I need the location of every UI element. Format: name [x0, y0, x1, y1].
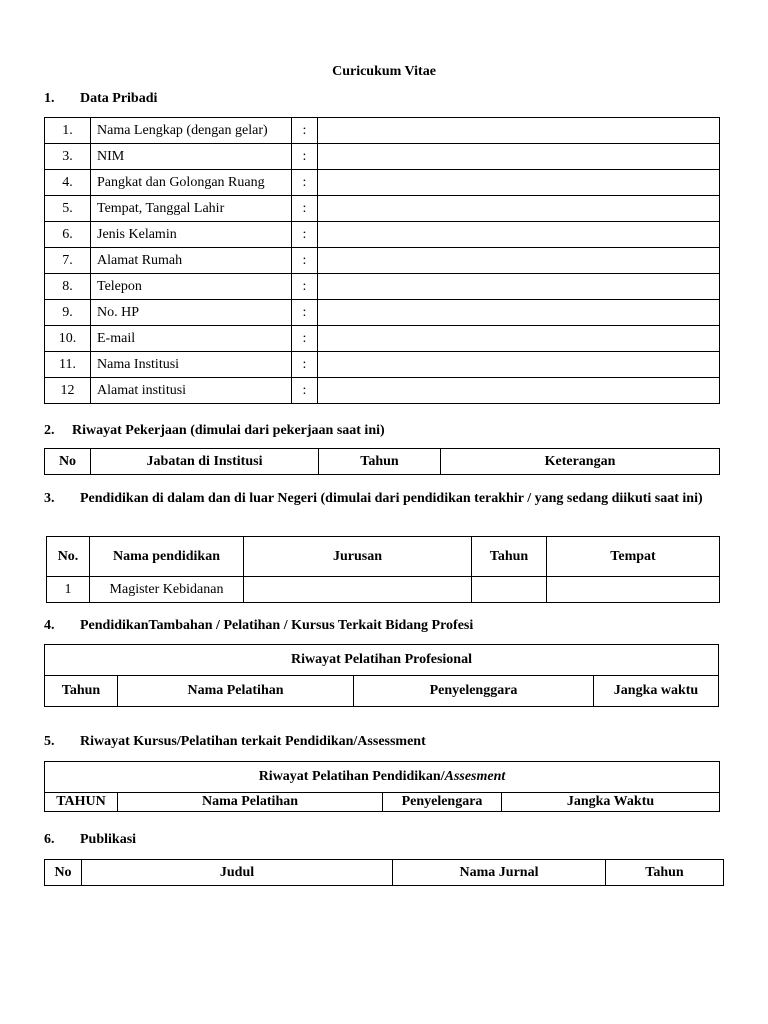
cell-value [318, 378, 720, 404]
section-title: Pendidikan di dalam dan di luar Negeri (dimulai dari pendidikan terakhir / yang sedang diikuti saat ini) [80, 491, 703, 506]
cell-no: 10. [45, 326, 91, 352]
column-header: Nama Pelatihan [118, 793, 383, 812]
cell-label: Tempat, Tanggal Lahir [91, 196, 292, 222]
section-number: 4. [44, 618, 55, 633]
cell-no: 3. [45, 144, 91, 170]
cell-value [318, 248, 720, 274]
cell-separator: : [292, 326, 318, 352]
section-heading-1 [44, 91, 157, 107]
cell-no: 1 [47, 577, 90, 603]
column-header: Jangka Waktu [502, 793, 720, 812]
table-row [45, 274, 720, 300]
column-header: Tempat [547, 537, 720, 577]
section-heading-6 [44, 832, 136, 848]
cell-separator: : [292, 248, 318, 274]
cell-value [318, 170, 720, 196]
section-title: Riwayat Pekerjaan (dimulai dari pekerjaan saat ini) [72, 423, 385, 438]
column-header: Nama Pelatihan [118, 676, 354, 707]
cell-label: NIM [91, 144, 292, 170]
table-row [45, 378, 720, 404]
cell-no: 8. [45, 274, 91, 300]
cell-label: Alamat Rumah [91, 248, 292, 274]
table-row [45, 196, 720, 222]
table-caption [45, 762, 720, 793]
section-number: 3. [44, 491, 55, 506]
cell-year [472, 577, 547, 603]
cell-label: No. HP [91, 300, 292, 326]
cell-label: Nama Institusi [91, 352, 292, 378]
table-caption: Riwayat Pelatihan Profesional [45, 645, 719, 676]
cell-label: Jenis Kelamin [91, 222, 292, 248]
table-row [45, 118, 720, 144]
cell-label: Telepon [91, 274, 292, 300]
cell-major [244, 577, 472, 603]
section-title: Data Pribadi [80, 91, 158, 106]
column-header: TAHUN [45, 793, 118, 812]
section-title: PendidikanTambahan / Pelatihan / Kursus Terkait Bidang Profesi [80, 618, 474, 633]
cell-separator: : [292, 274, 318, 300]
column-header: Tahun [472, 537, 547, 577]
table-row [45, 248, 720, 274]
cell-no: 6. [45, 222, 91, 248]
education-training-table [44, 761, 720, 812]
cell-label: Nama Lengkap (dengan gelar) [91, 118, 292, 144]
column-header: Tahun [319, 449, 441, 475]
personal-data-table [44, 117, 720, 404]
section-number: 2. [44, 423, 55, 438]
cell-no: 7. [45, 248, 91, 274]
column-header: Keterangan [441, 449, 720, 475]
column-header: Jurusan [244, 537, 472, 577]
column-header: Penyelenggara [354, 676, 594, 707]
document-title: Curicukum Vitae [332, 64, 436, 79]
column-header: Judul [82, 860, 393, 886]
cell-separator: : [292, 352, 318, 378]
caption-text: Riwayat Pelatihan Pendidikan/ [258, 769, 445, 784]
cell-separator: : [292, 378, 318, 404]
table-row [47, 577, 720, 603]
cell-value [318, 300, 720, 326]
table-row [45, 326, 720, 352]
table-row [45, 300, 720, 326]
cell-no: 4. [45, 170, 91, 196]
cell-label: Alamat institusi [91, 378, 292, 404]
column-header: Tahun [606, 860, 724, 886]
cell-place [547, 577, 720, 603]
cell-no: 5. [45, 196, 91, 222]
cell-separator: : [292, 118, 318, 144]
cell-no: 12 [45, 378, 91, 404]
cell-separator: : [292, 144, 318, 170]
column-header: No [45, 449, 91, 475]
column-header: No [45, 860, 82, 886]
section-heading-3 [44, 489, 724, 529]
cell-value [318, 326, 720, 352]
cell-no: 1. [45, 118, 91, 144]
column-header: Penyelengara [383, 793, 502, 812]
column-header: Nama Jurnal [393, 860, 606, 886]
cell-value [318, 274, 720, 300]
cell-separator: : [292, 300, 318, 326]
section-number: 5. [44, 734, 55, 749]
professional-training-table [44, 644, 719, 707]
cell-separator: : [292, 196, 318, 222]
cell-no: 11. [45, 352, 91, 378]
work-history-table [44, 448, 720, 475]
education-table [46, 536, 720, 603]
cell-separator: : [292, 222, 318, 248]
column-header: Jabatan di Institusi [91, 449, 319, 475]
cell-label: E-mail [91, 326, 292, 352]
column-header: Nama pendidikan [90, 537, 244, 577]
table-row [45, 352, 720, 378]
section-heading-2 [44, 423, 385, 439]
cell-value [318, 222, 720, 248]
section-number: 1. [44, 91, 55, 106]
cell-separator: : [292, 170, 318, 196]
section-heading-4 [44, 618, 473, 634]
table-row [45, 170, 720, 196]
table-row [45, 144, 720, 170]
section-heading-5 [44, 734, 426, 750]
cell-value [318, 352, 720, 378]
publications-table [44, 859, 724, 886]
cell-education-name: Magister Kebidanan [90, 577, 244, 603]
table-row [45, 222, 720, 248]
section-title: Publikasi [80, 832, 137, 847]
caption-italic-text: Assesment [444, 769, 506, 784]
column-header: No. [47, 537, 90, 577]
cell-no: 9. [45, 300, 91, 326]
section-title: Riwayat Kursus/Pelatihan terkait Pendidikan/Assessment [80, 734, 426, 749]
cell-value [318, 196, 720, 222]
cell-value [318, 118, 720, 144]
section-number: 6. [44, 832, 55, 847]
column-header: Tahun [45, 676, 118, 707]
cell-label: Pangkat dan Golongan Ruang [91, 170, 292, 196]
cell-value [318, 144, 720, 170]
column-header: Jangka waktu [594, 676, 719, 707]
